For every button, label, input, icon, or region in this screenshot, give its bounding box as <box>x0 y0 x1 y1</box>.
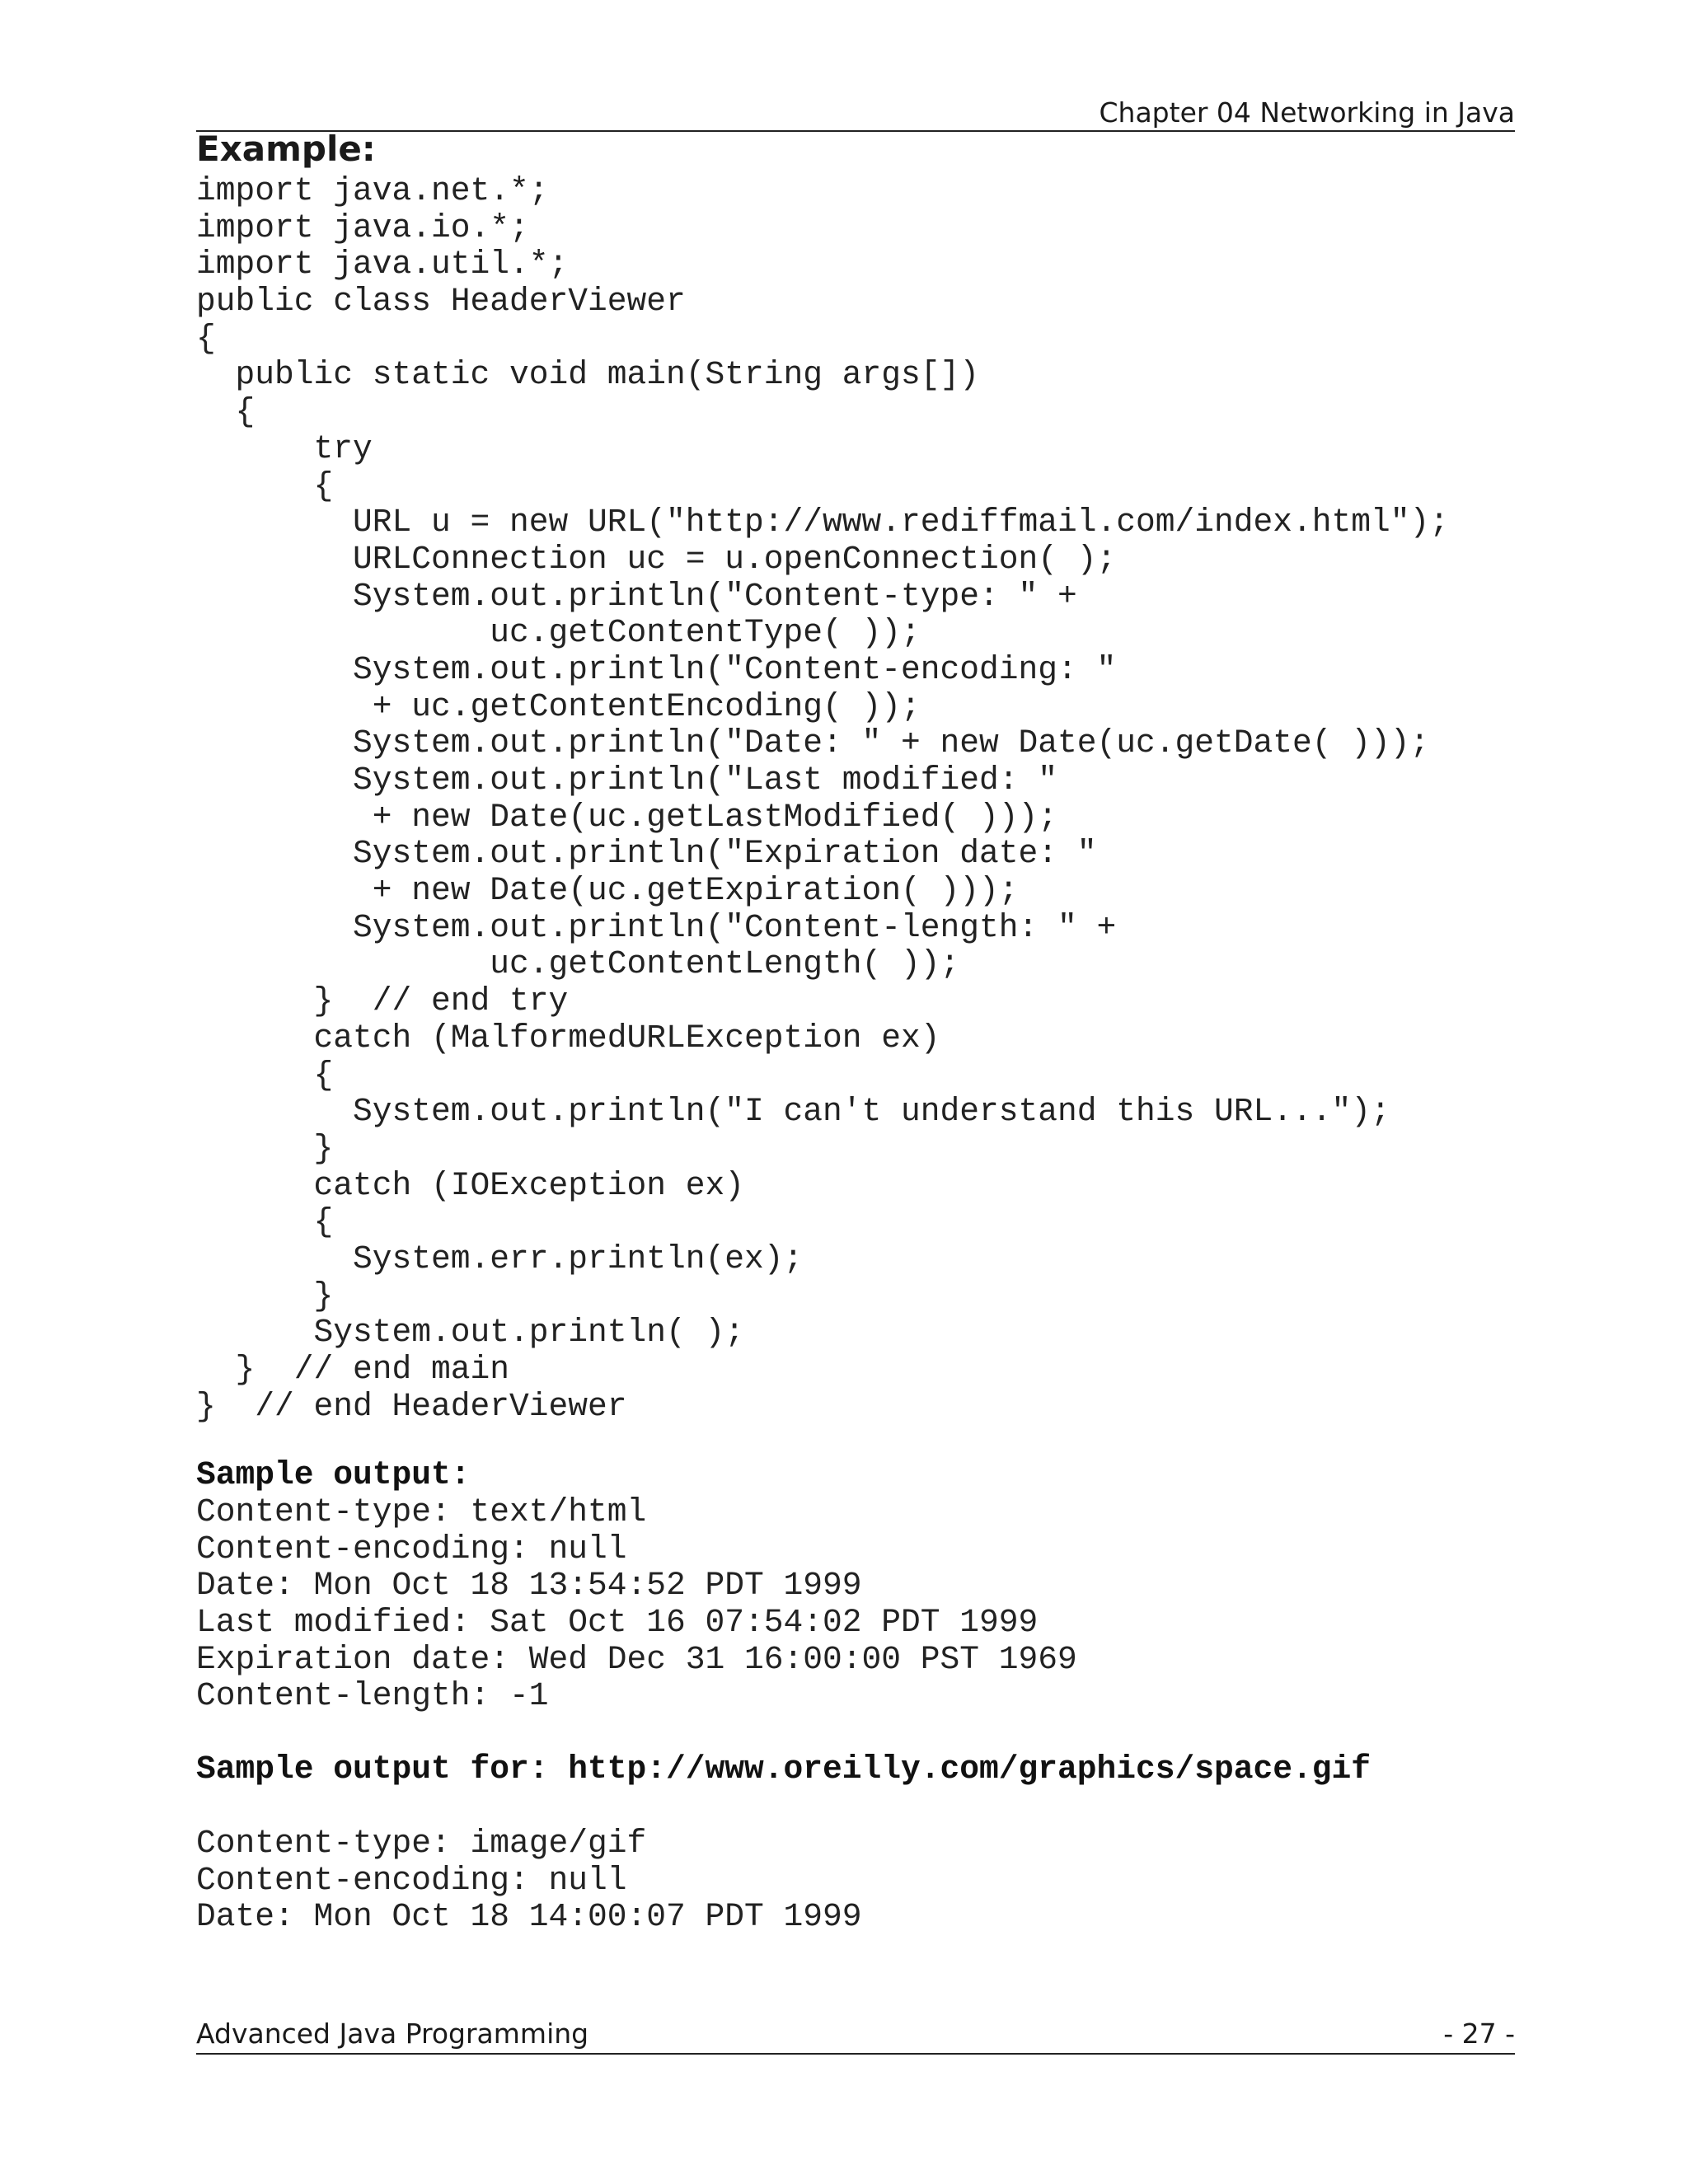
output-line: Date: Mon Oct 18 14:00:07 PDT 1999 <box>196 1898 862 1936</box>
code-line: URL u = new URL("http://www.rediffmail.com/index.html"); <box>196 504 1450 541</box>
page-footer <box>196 2015 1515 2055</box>
page-number: - 27 - <box>1443 2018 1515 2050</box>
code-line: URLConnection uc = u.openConnection( ); <box>196 540 1117 578</box>
output-line: Content-type: text/html <box>196 1493 647 1530</box>
sample-output-block <box>196 1494 1077 1715</box>
code-line: } // end main <box>196 1351 510 1388</box>
output-line: Last modified: Sat Oct 16 07:54:02 PDT 1999 <box>196 1604 1039 1642</box>
sample-output-heading: Sample output: <box>196 1456 471 1493</box>
code-line: System.out.println("I can't understand this URL..."); <box>196 1093 1390 1131</box>
code-line: catch (IOException ex) <box>196 1166 745 1204</box>
code-line: + new Date(uc.getLastModified( ))); <box>196 798 1058 836</box>
page-header <box>196 97 1515 132</box>
code-line: } // end try <box>196 982 569 1020</box>
code-line: System.out.println( ); <box>196 1314 745 1352</box>
code-line: System.out.println("Date: " + new Date(uc.getDate( ))); <box>196 724 1430 762</box>
code-line: uc.getContentLength( )); <box>196 945 960 983</box>
code-line: System.err.println(ex); <box>196 1240 804 1277</box>
code-line: { <box>196 319 216 357</box>
output-line: Content-encoding: null <box>196 1861 627 1899</box>
output-line: Expiration date: Wed Dec 31 16:00:00 PST 1969 <box>196 1640 1077 1678</box>
code-line: + new Date(uc.getExpiration( ))); <box>196 872 1019 910</box>
output-line: Content-type: image/gif <box>196 1825 647 1862</box>
code-line: public static void main(String args[]) <box>196 356 980 394</box>
sample-output-url-block <box>196 1825 862 1936</box>
code-line: uc.getContentType( )); <box>196 614 921 652</box>
code-line: import java.io.*; <box>196 209 529 246</box>
code-line: System.out.println("Content-length: " + <box>196 908 1117 946</box>
code-line: System.out.println("Expiration date: " <box>196 835 1097 873</box>
sample-output-url-heading: Sample output for: http://www.oreilly.com/graphics/space.gif <box>196 1750 1372 1788</box>
code-line: } <box>196 1129 334 1167</box>
code-line: { <box>196 1203 334 1241</box>
code-line: System.out.println("Content-type: " + <box>196 577 1077 615</box>
code-line: { <box>196 466 334 504</box>
code-line: try <box>196 429 373 467</box>
output-line: Date: Mon Oct 18 13:54:52 PDT 1999 <box>196 1567 862 1605</box>
example-label: Example: <box>196 129 376 169</box>
code-line: } <box>196 1277 334 1315</box>
code-line: + uc.getContentEncoding( )); <box>196 687 921 725</box>
code-line: import java.util.*; <box>196 246 569 284</box>
code-line: import java.net.*; <box>196 172 549 209</box>
output-line: Content-length: -1 <box>196 1677 549 1715</box>
output-line: Content-encoding: null <box>196 1530 627 1568</box>
code-block <box>196 173 1449 1425</box>
code-line: { <box>196 393 256 431</box>
code-line: public class HeaderViewer <box>196 283 686 321</box>
code-line: System.out.println("Content-encoding: " <box>196 650 1117 688</box>
code-line: } // end HeaderViewer <box>196 1387 627 1425</box>
code-line: System.out.println("Last modified: " <box>196 762 1058 799</box>
code-line: catch (MalformedURLException ex) <box>196 1019 940 1057</box>
code-line: { <box>196 1056 334 1094</box>
chapter-title: Chapter 04 Networking in Java <box>1099 96 1515 129</box>
book-title: Advanced Java Programming <box>196 2018 589 2050</box>
